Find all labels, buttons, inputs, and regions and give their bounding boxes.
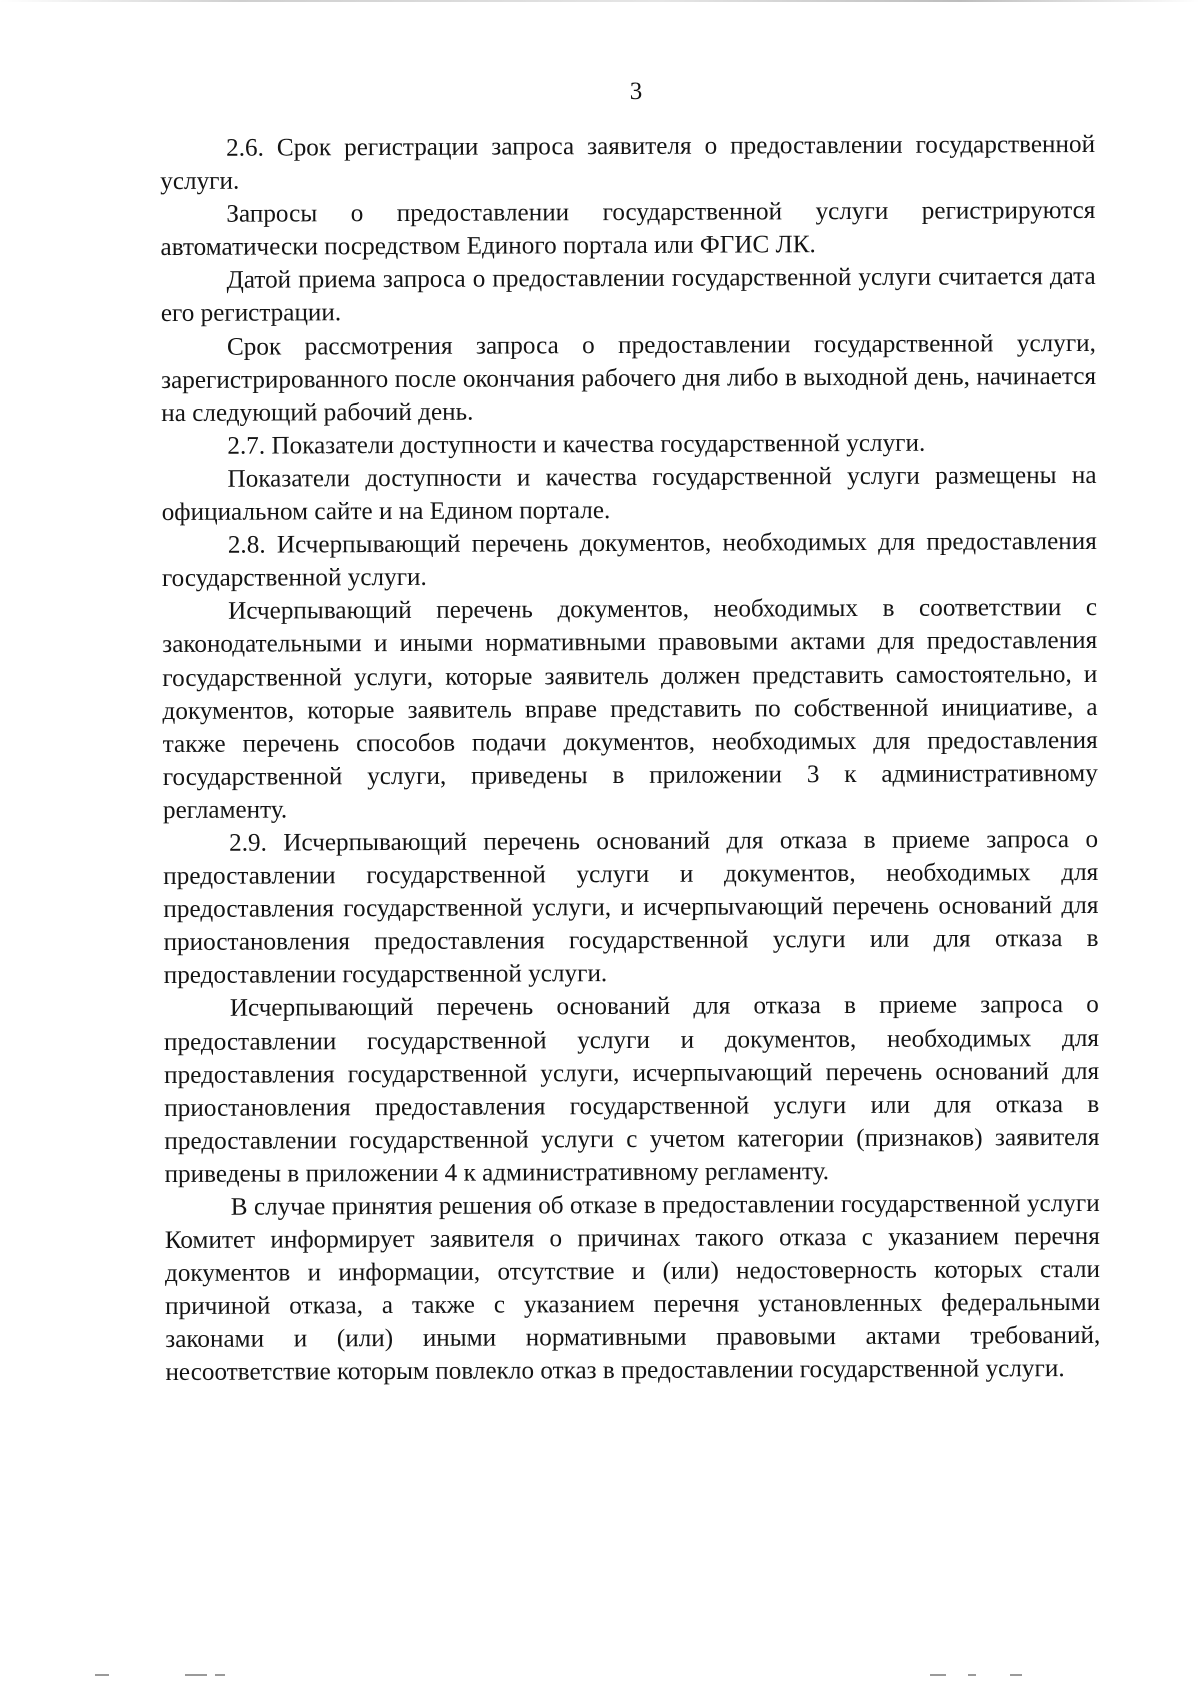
paragraph-review-term: Срок рассмотрения запроса о предоставлении государственной услуги, зарегистрированного после окончания рабочего дня либо в выходной день, начинается на следующий рабочий день. [161,329,1097,427]
paragraph-registration: Запросы о предоставлении государственной услуги регистрируются автоматически посредством Единого портала или ФГИС ЛК. [160,197,1096,262]
paragraph-2-9-heading: 2.9. Исчерпывающий перечень оснований для отказа в приеме запроса о предоставлении государственной услуги и документов, необходимых для предоставления государственной услуги, и исчерпыvающий перечень оснований для приостановления предоставления государственной услуги или для отказа в предоставлении государственной услуги. [163,825,1099,990]
paragraph-indicators: Показатели доступности и качества государственной услуги размещены на официальном сайте и на Едином портале. [161,461,1097,527]
paragraph-refusal-grounds: Исчерпывающий перечень оснований для отказа в приеме запроса о предоставлении государственной услуги и документов, необходимых для предоставления государственной услуги, исчерпыvающий перечень оснований для приостановления предоставления государственной услуги или для отказа в предоставлении государственной услуги с учетом категории (признаков) заявителя приведены в приложении 4 к административному регламенту. [163,991,1100,1188]
paragraph-receipt-date: Датой приема запроса о предоставлении государственной услуги считается дата его регистрации. [160,263,1096,328]
paragraph-refusal-notice: В случае принятия решения об отказе в предоставлении государственной услуги Комитет информирует заявителя о причинах такого отказа с указанием перечня документов и информации, отсутствие и (или) недостоверность которых стали причиной отказа, а также с указанием перечня установленных федеральными законами и (или) иными нормативными правовыми актами требований, несоответствие которым повлекло отказ в предоставлении государственной услуги. [164,1189,1101,1387]
document-body [160,128,1100,1390]
page-number: 3 [629,78,643,105]
paragraph-2-7-heading: 2.7. Показатели доступности и качества государственной услуги. [227,429,926,460]
paragraph-documents-list: Исчерпывающий перечень документов, необходимых в соответствии с законодательными и иными нормативными правовыми актами для предоставления государственной услуги, которые заявитель должен представить самостоятельно, и документов, которые заявитель вправе представить по собственной инициативе, а также перечень способов подачи документов, необходимых для предоставления государственной услуги, приведены в приложении 3 к административному регламенту. [162,594,1098,824]
paragraph-2-8-heading: 2.8. Исчерпывающий перечень документов, необходимых для предоставления государственной услуги. [161,528,1097,593]
paragraph-2-6-heading: 2.6. Срок регистрации запроса заявителя о предоставлении государственной услуги. [160,130,1096,196]
scan-artifacts [0,1674,1200,1680]
scan-edge [0,0,1200,2]
